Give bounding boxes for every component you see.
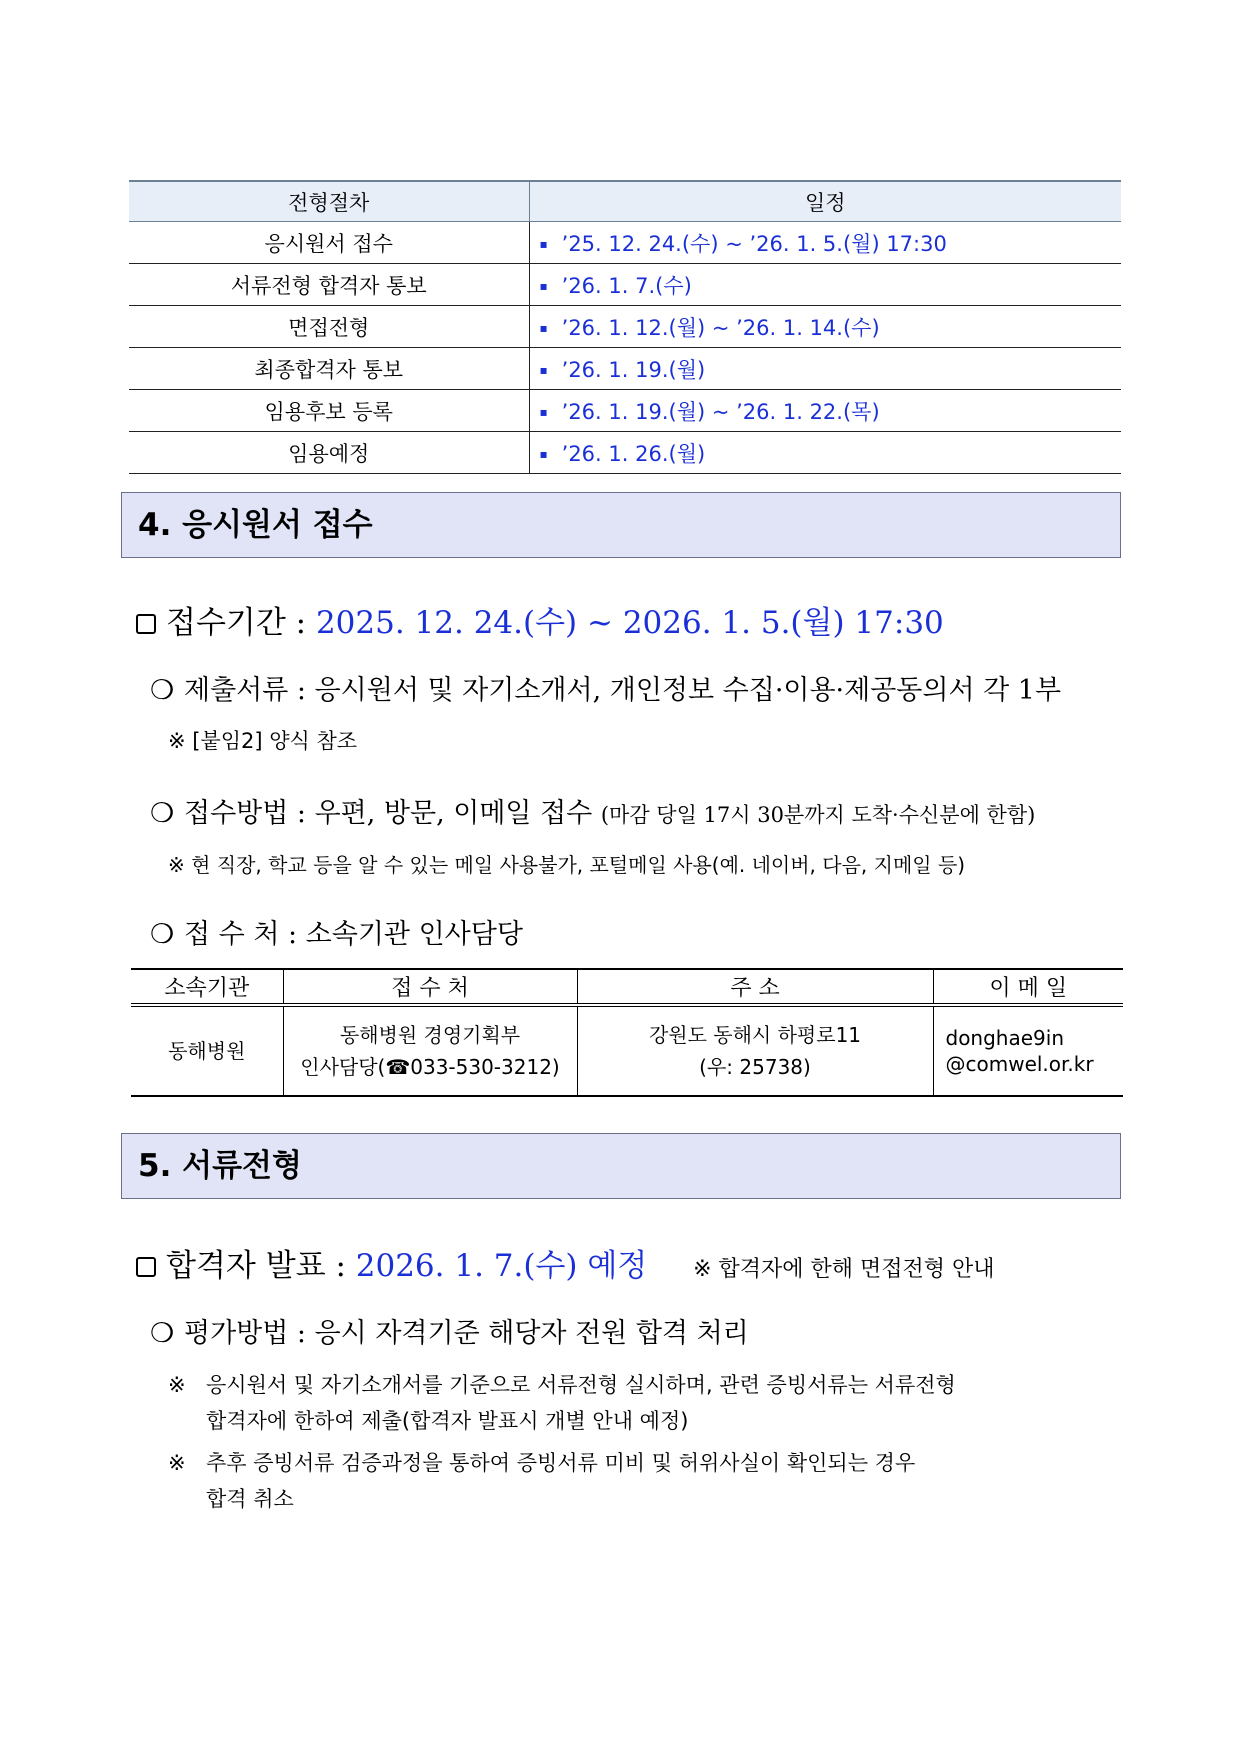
contact-email-line1: donghae9in (945, 1026, 1064, 1050)
schedule-step: 응시원서 접수 (129, 222, 529, 264)
docs-note: ※ [붙임2] 양식 참조 (168, 729, 358, 753)
schedule-date: ’26. 1. 7.(수) (561, 273, 692, 298)
method-note: ※ 현 직장, 학교 등을 알 수 있는 메일 사용불가, 포털메일 사용(예. 네이버, 다음, 지메일 등) (168, 853, 966, 877)
schedule-header-date: 일정 (529, 181, 1121, 222)
schedule-row (129, 348, 1121, 390)
contact-office-line2: 인사담당(☎033-530-3212) (300, 1055, 560, 1079)
contact-org: 동해병원 (131, 1005, 283, 1096)
contact-email (933, 1005, 1123, 1096)
bullet-icon: ▪ (539, 362, 548, 377)
bullet-icon: ▪ (539, 236, 548, 251)
schedule-date: ’26. 1. 19.(월) ~ ’26. 1. 22.(목) (561, 399, 880, 424)
period-value: 2025. 12. 24.(수) ~ 2026. 1. 5.(월) 17:30 (315, 605, 944, 641)
contact-header-email: 이 메 일 (933, 969, 1123, 1005)
schedule-row (129, 390, 1121, 432)
docs-line (150, 668, 1061, 707)
eval-line (150, 1311, 749, 1350)
announce-line (136, 1240, 995, 1285)
announce-note: ※ 합격자에 한해 면접전형 안내 (693, 1257, 995, 1282)
schedule-step: 면접전형 (129, 306, 529, 348)
bullet-icon: ▪ (539, 446, 548, 461)
note-1 (168, 1367, 956, 1439)
docs-text: 제출서류 : 응시원서 및 자기소개서, 개인정보 수집·이용·제공동의서 각 1부 (184, 675, 1062, 706)
method-text: 접수방법 : 우편, 방문, 이메일 접수 (184, 798, 593, 829)
schedule-row (129, 264, 1121, 306)
note-mark: ※ (168, 1451, 186, 1475)
schedule-header-step: 전형절차 (129, 181, 529, 222)
note-2-line2: 합격 취소 (206, 1487, 294, 1511)
contact-header-org: 소속기관 (131, 969, 283, 1005)
circle-bullet-icon: ❍ (150, 919, 175, 950)
schedule-date: ’26. 1. 26.(월) (561, 441, 706, 466)
bullet-icon: ▪ (539, 404, 548, 419)
contact-email-line2: @comwel.or.kr (945, 1052, 1094, 1076)
contact-header-row (131, 969, 1123, 1005)
bullet-icon: ▪ (539, 320, 548, 335)
schedule-step: 최종합격자 통보 (129, 348, 529, 390)
contact-row (131, 1005, 1123, 1096)
eval-text: 평가방법 : 응시 자격기준 해당자 전원 합격 처리 (184, 1318, 749, 1349)
period-line (136, 597, 944, 642)
section-5-header: 5. 서류전형 (121, 1133, 1121, 1199)
note-mark: ※ (168, 1373, 186, 1397)
contact-office (283, 1005, 577, 1096)
schedule-date: ’25. 12. 24.(수) ~ ’26. 1. 5.(월) 17:30 (561, 231, 947, 256)
contact-address-line2: (우: 25738) (699, 1055, 811, 1079)
schedule-row (129, 306, 1121, 348)
note-1-line2: 합격자에 한하여 제출(합격자 발표시 개별 안내 예정) (206, 1409, 689, 1433)
schedule-row (129, 432, 1121, 474)
schedule-table (129, 180, 1121, 474)
note-2 (168, 1445, 915, 1517)
place-line (150, 912, 523, 951)
contact-office-line1: 동해병원 경영기획부 (339, 1023, 521, 1047)
period-label: 접수기간 : (166, 605, 307, 641)
checkbox-square-icon (136, 614, 156, 634)
contact-address (577, 1005, 933, 1096)
method-line (150, 791, 1035, 830)
circle-bullet-icon: ❍ (150, 1318, 175, 1349)
note-1-line1: 응시원서 및 자기소개서를 기준으로 서류전형 실시하며, 관련 증빙서류는 서류전형 (206, 1373, 956, 1397)
schedule-header-row (129, 181, 1121, 222)
circle-bullet-icon: ❍ (150, 675, 175, 706)
contact-header-office: 접 수 처 (283, 969, 577, 1005)
place-text: 접 수 처 : 소속기관 인사담당 (184, 919, 523, 950)
bullet-icon: ▪ (539, 278, 548, 293)
schedule-row (129, 222, 1121, 264)
contact-header-address: 주 소 (577, 969, 933, 1005)
section-4-header: 4. 응시원서 접수 (121, 492, 1121, 558)
schedule-step: 임용후보 등록 (129, 390, 529, 432)
circle-bullet-icon: ❍ (150, 798, 175, 829)
checkbox-square-icon (136, 1257, 156, 1277)
schedule-date: ’26. 1. 19.(월) (561, 357, 706, 382)
note-2-line1: 추후 증빙서류 검증과정을 통하여 증빙서류 미비 및 허위사실이 확인되는 경우 (206, 1451, 916, 1475)
announce-value: 2026. 1. 7.(수) 예정 (355, 1248, 648, 1284)
schedule-step: 임용예정 (129, 432, 529, 474)
method-subtext: (마감 당일 17시 30분까지 도착·수신분에 한함) (600, 803, 1036, 827)
contact-table (131, 968, 1123, 1097)
contact-address-line1: 강원도 동해시 하평로11 (648, 1023, 862, 1047)
schedule-step: 서류전형 합격자 통보 (129, 264, 529, 306)
schedule-date: ’26. 1. 12.(월) ~ ’26. 1. 14.(수) (561, 315, 880, 340)
announce-label: 합격자 발표 : (166, 1248, 346, 1284)
